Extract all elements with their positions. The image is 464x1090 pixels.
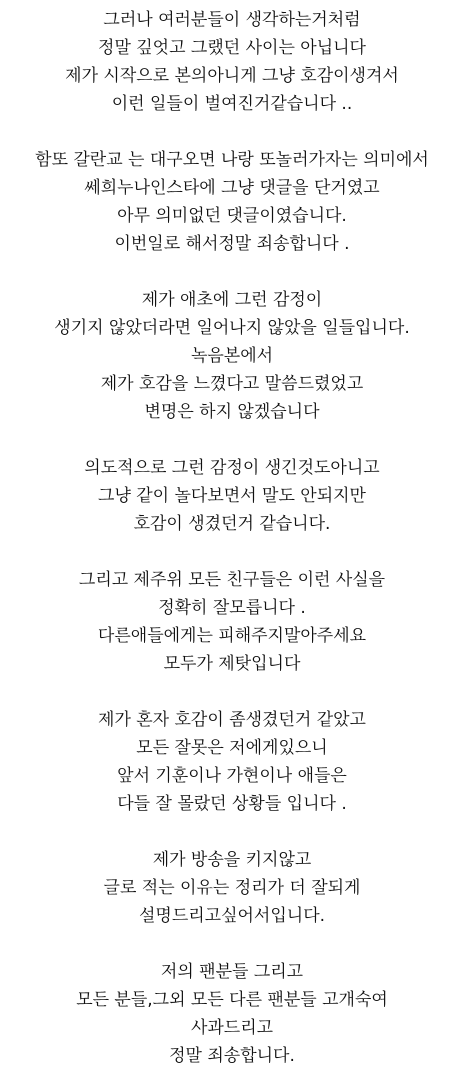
text-line: 모든 분들,그외 모든 다른 팬분들 고개숙여 — [76, 990, 388, 1010]
text-line: 생기지 않았더라면 일어나지 않았을 일들입니다. — [54, 318, 410, 338]
text-line: 함또 갈란교 는 대구오면 나랑 또놀러가자는 의미에서 — [35, 150, 429, 170]
text-line: 이번일로 해서정말 죄송합니다 . — [114, 234, 350, 254]
paragraph — [0, 454, 464, 538]
text-line: 제가 시작으로 본의아니게 그냥 호감이생겨서 — [65, 66, 399, 86]
text-line: 저의 팬분들 그리고 — [160, 962, 304, 982]
text-line: 아무 의미없던 댓글이였습니다. — [117, 206, 347, 226]
text-line: 그리고 제주위 모든 친구들은 이런 사실을 — [78, 570, 386, 590]
text-line: 정확히 잘모릅니다 . — [158, 598, 306, 618]
text-line: 다른애들에게는 피해주지말아주세요 — [97, 626, 367, 646]
text-line: 앞서 기훈이나 가현이나 애들은 — [117, 766, 347, 786]
text-line: 제가 호감을 느꼈다고 말씀드렸었고 — [100, 374, 364, 394]
text-line: 이런 일들이 벌여진거같습니다 .. — [111, 94, 353, 114]
text-line: 그냥 같이 놀다보면서 말도 안되지만 — [98, 486, 366, 506]
paragraph — [0, 146, 464, 258]
text-line: 녹음본에서 — [190, 346, 274, 366]
text-line: 의도적으로 그런 감정이 생긴것도아니고 — [84, 458, 380, 478]
text-line: 쎄희누나인스타에 그냥 댓글을 단거였고 — [84, 178, 380, 198]
text-line: 제가 방송을 키지않고 — [152, 850, 312, 870]
text-line: 글로 적는 이유는 정리가 더 잘되게 — [103, 878, 361, 898]
text-line: 사과드리고 — [190, 1018, 274, 1038]
text-line: 모든 잘못은 저에게있으니 — [136, 738, 328, 758]
apology-document — [0, 6, 464, 1070]
text-line: 정말 깊엇고 그랬던 사이는 아닙니다 — [98, 38, 366, 58]
text-line: 그러나 여러분들이 생각하는거처럼 — [103, 10, 361, 30]
text-line: 정말 죄송합니다. — [169, 1046, 295, 1066]
paragraph — [0, 846, 464, 930]
paragraph — [0, 706, 464, 818]
paragraph — [0, 6, 464, 118]
paragraph — [0, 286, 464, 426]
text-line: 모두가 제탓입니다 — [163, 654, 301, 674]
text-line: 설명드리고싶어서입니다. — [138, 906, 326, 926]
text-line: 호감이 생겼던거 같습니다. — [133, 514, 331, 534]
text-line: 제가 애초에 그런 감정이 — [141, 290, 323, 310]
text-line: 다들 잘 몰랐던 상황들 입니다 . — [117, 794, 347, 814]
paragraph — [0, 958, 464, 1070]
text-line: 변명은 하지 않겠습니다 — [144, 402, 320, 422]
paragraph — [0, 566, 464, 678]
text-line: 제가 혼자 호감이 좀생겼던거 같았고 — [98, 710, 366, 730]
